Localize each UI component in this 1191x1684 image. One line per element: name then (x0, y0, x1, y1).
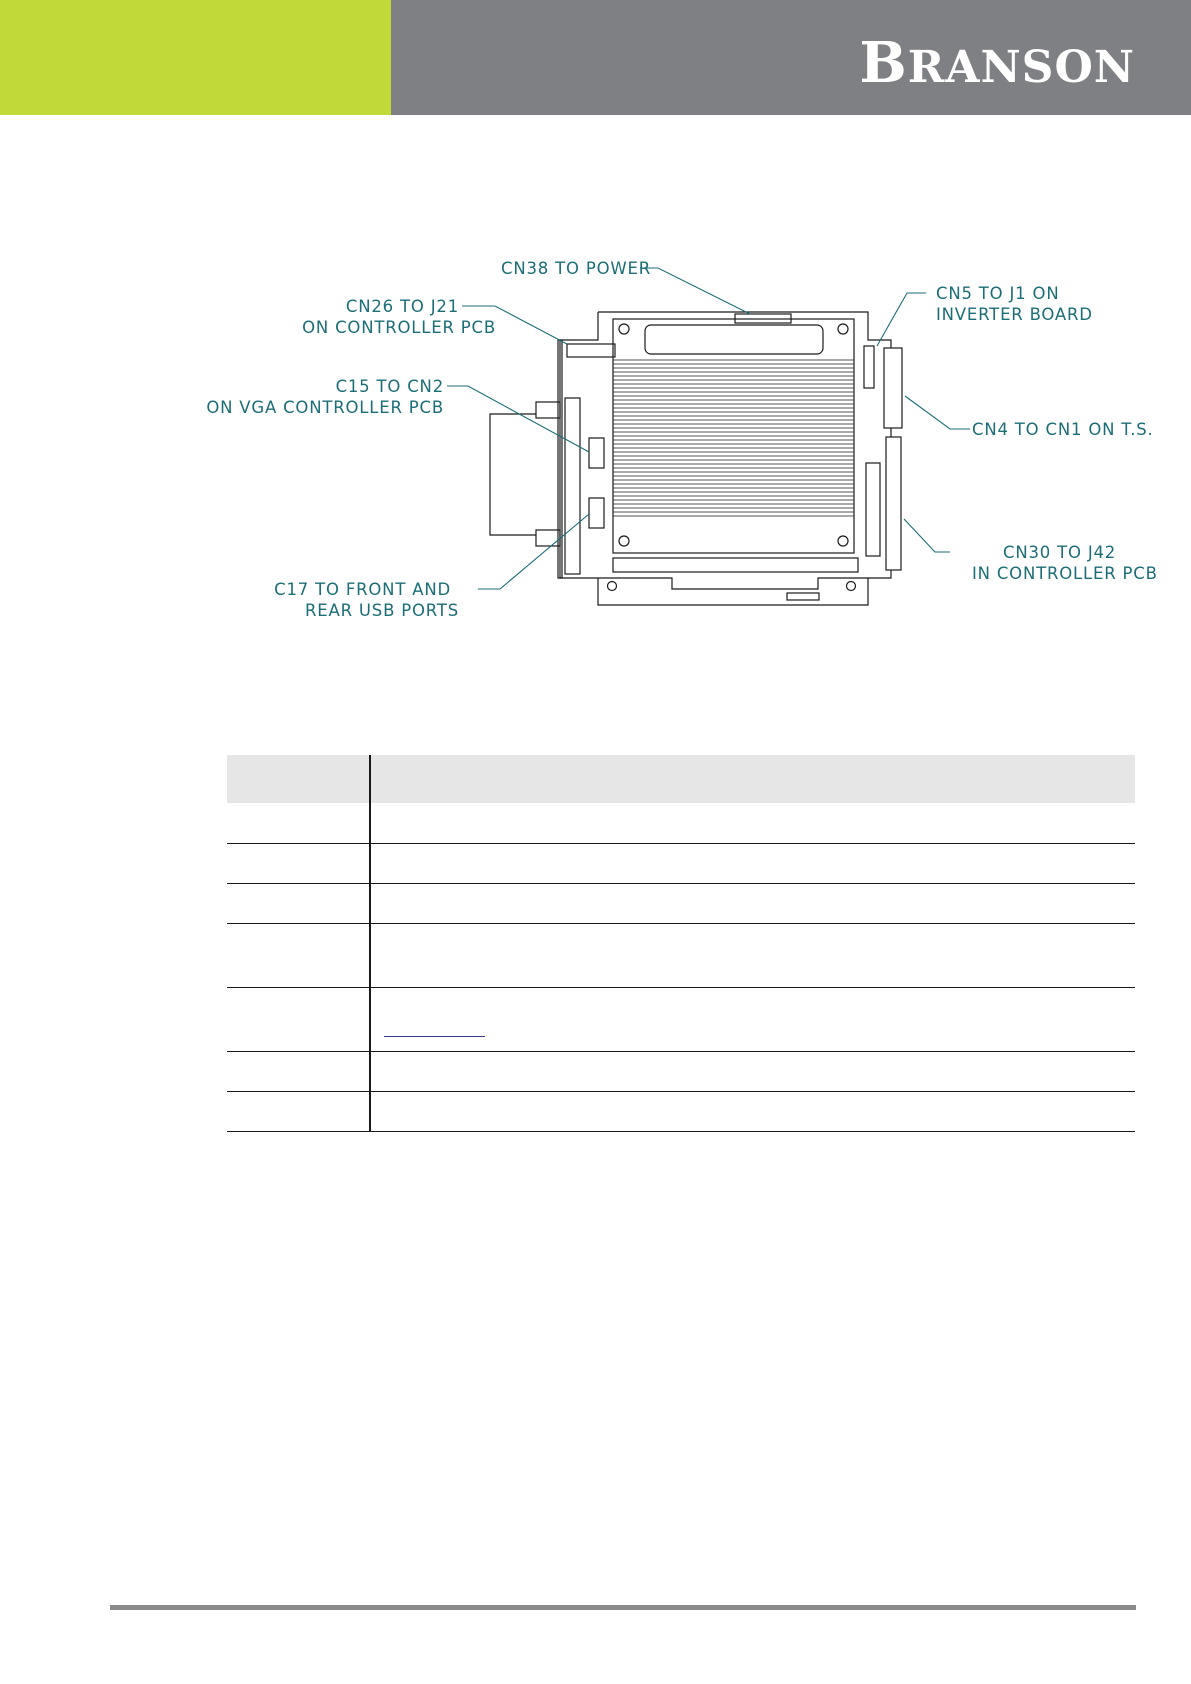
callout-cn38: CN38 TO POWER (501, 259, 651, 278)
table-header-row (227, 755, 1135, 803)
callout-cn26-line1: CN26 TO J21 (345, 297, 459, 316)
table-row (227, 988, 1135, 1052)
table-row (227, 1052, 1135, 1092)
callout-cn5-line2: INVERTER BOARD (936, 305, 1093, 324)
table-row (227, 1092, 1135, 1132)
callout-cn30-line1: CN30 TO J42 (1003, 543, 1117, 562)
connector-diagram (0, 0, 1191, 680)
board-outline (490, 312, 902, 605)
table-header-cell (227, 755, 370, 803)
table-header-cell (370, 755, 1135, 803)
callout-cn4: CN4 TO CN1 ON T.S. (972, 420, 1154, 439)
footer-rule (110, 1605, 1136, 1610)
callout-c17-line2: REAR USB PORTS (305, 601, 459, 620)
callout-cn30-line2: IN CONTROLLER PCB (972, 564, 1158, 583)
table-row (227, 803, 1135, 844)
table-row (227, 884, 1135, 924)
hyperlink-underline[interactable] (384, 1036, 485, 1037)
callout-cn26-line2: ON CONTROLLER PCB (302, 318, 496, 337)
table-row (227, 844, 1135, 884)
table-row (227, 924, 1135, 988)
callout-c15-line2: ON VGA CONTROLLER PCB (206, 398, 444, 417)
connector-table (227, 755, 1135, 1132)
callout-c15-line1: C15 TO CN2 (335, 377, 444, 396)
callout-c17-line1: C17 TO FRONT AND (274, 580, 451, 599)
heatsink-fins (613, 360, 854, 516)
callout-cn5-line1: CN5 TO J1 ON (936, 284, 1060, 303)
branson-logo: BRANSON (859, 30, 1135, 96)
